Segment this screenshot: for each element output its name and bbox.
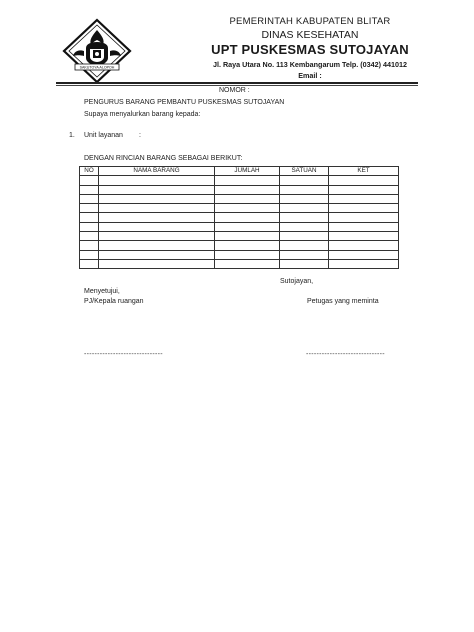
table-cell: [329, 176, 399, 185]
column-header-quantity: JUMLAH: [215, 167, 280, 176]
table-cell: [280, 241, 329, 250]
table-cell: [80, 259, 99, 268]
table-cell: [329, 204, 399, 213]
table-cell: [80, 194, 99, 203]
table-cell: [80, 232, 99, 241]
table-cell: [329, 250, 399, 259]
column-header-item-name: NAMA BARANG: [99, 167, 215, 176]
unit-heading: UPT PUSKESMAS SUTOJAYAN: [211, 42, 409, 57]
service-unit-colon: :: [139, 132, 141, 139]
column-header-no: NO: [80, 167, 99, 176]
table-cell: [280, 259, 329, 268]
table-cell: [280, 176, 329, 185]
table-row: [80, 185, 399, 194]
table-cell: [80, 213, 99, 222]
table-cell: [329, 213, 399, 222]
right-signer-role: Petugas yang meminta: [307, 298, 379, 305]
department-heading: DINAS KESEHATAN: [261, 29, 359, 41]
approved-label: Menyetujui,: [84, 288, 120, 295]
letterhead-divider-thin: [56, 85, 418, 86]
table-row: [80, 241, 399, 250]
right-signature-line: ------------------------------: [306, 351, 385, 358]
table-cell: [329, 222, 399, 231]
table-cell: [280, 185, 329, 194]
table-cell: [80, 250, 99, 259]
table-cell: [80, 241, 99, 250]
table-cell: [215, 185, 280, 194]
items-table: [79, 166, 399, 269]
instruction-line: Supaya menyalurkan barang kepada:: [84, 111, 201, 118]
table-cell: [280, 194, 329, 203]
address-line: Jl. Raya Utara No. 113 Kembangarum Telp. (0342) 441012: [212, 60, 408, 69]
logo-banner-text: SAKUTOYA ALOPOH: [79, 65, 115, 70]
table-cell: [99, 222, 215, 231]
table-cell: [99, 213, 215, 222]
table-cell: [329, 185, 399, 194]
government-heading: PEMERINTAH KABUPATEN BLITAR: [229, 16, 391, 27]
column-header-unit: SATUAN: [280, 167, 329, 176]
service-unit-label: Unit layanan: [84, 132, 123, 139]
table-cell: [280, 213, 329, 222]
item-number: 1.: [69, 132, 75, 139]
email-line: Email :: [298, 71, 322, 80]
table-cell: [280, 250, 329, 259]
table-cell: [80, 185, 99, 194]
table-cell: [99, 259, 215, 268]
table-cell: [215, 232, 280, 241]
place-label: Sutojayan,: [280, 278, 314, 285]
details-heading: DENGAN RINCIAN BARANG SEBAGAI BERIKUT:: [84, 155, 243, 162]
table-cell: [329, 241, 399, 250]
table-row: [80, 232, 399, 241]
table-cell: [99, 241, 215, 250]
table-cell: [329, 194, 399, 203]
table-cell: [99, 204, 215, 213]
table-cell: [215, 194, 280, 203]
table-cell: [215, 250, 280, 259]
table-row: [80, 250, 399, 259]
table-cell: [329, 259, 399, 268]
table-cell: [280, 222, 329, 231]
table-cell: [99, 185, 215, 194]
table-cell: [80, 222, 99, 231]
table-body: [80, 176, 399, 269]
left-signature-line: ------------------------------: [84, 351, 163, 358]
table-cell: [99, 250, 215, 259]
table-cell: [215, 241, 280, 250]
table-cell: [99, 232, 215, 241]
table-cell: [280, 204, 329, 213]
table-cell: [99, 194, 215, 203]
table-row: [80, 194, 399, 203]
table-cell: [80, 204, 99, 213]
number-label: NOMOR :: [219, 87, 250, 94]
table-row: [80, 259, 399, 268]
letterhead-divider-thick: [56, 82, 418, 84]
table-row: [80, 204, 399, 213]
table-cell: [80, 176, 99, 185]
table-header-row: [80, 167, 399, 176]
table-cell: [215, 176, 280, 185]
regency-emblem-logo: [62, 18, 132, 88]
table-cell: [215, 213, 280, 222]
table-row: [80, 213, 399, 222]
table-cell: [215, 222, 280, 231]
table-cell: [215, 204, 280, 213]
table-cell: [329, 232, 399, 241]
table-row: [80, 222, 399, 231]
table-cell: [99, 176, 215, 185]
table-cell: [215, 259, 280, 268]
recipient-line: PENGURUS BARANG PEMBANTU PUSKESMAS SUTOJAYAN: [84, 99, 285, 106]
table-cell: [280, 232, 329, 241]
column-header-notes: KET: [329, 167, 399, 176]
left-signer-role: PJ/Kepala ruangan: [84, 298, 144, 305]
table-row: [80, 176, 399, 185]
